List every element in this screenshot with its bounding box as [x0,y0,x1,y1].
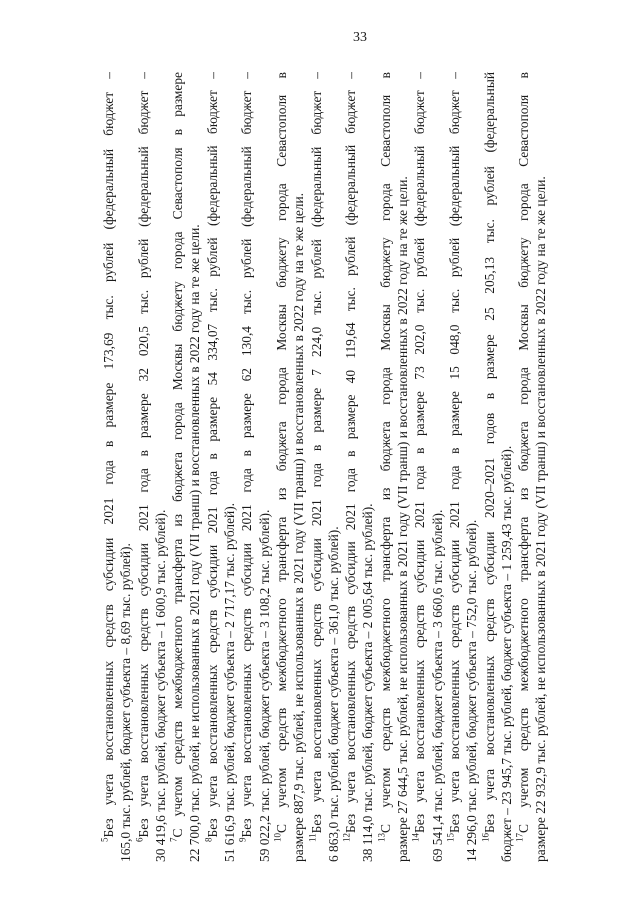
footnote-marker: 13 [376,833,387,842]
footnote-marker: 15 [445,833,456,842]
footnote-6 [135,72,170,862]
footnote-line: Без учета восстановленных средств субсидии 2021 года в размере 15 048,0 тыс. рублей (федеральный бюджет – [446,72,462,833]
footnote-line: 59 022,2 тыс. рублей, бюджет субъекта – 3 108,2 тыс. рублей). [256,509,272,862]
footnote-marker: 12 [342,833,352,842]
footnote-12 [342,72,377,862]
footnote-line: бюджет – 23 945,7 тыс. рублей, бюджет субъекта – 1 259,43 тыс. рублей). [498,445,514,862]
footnote-line: Без учета восстановленных средств субсидии 2021 года в размере 173,69 тыс. рублей (федеральный бюджет – [101,72,116,838]
footnote-10 [273,72,308,862]
footnote-marker: 10 [272,833,283,842]
footnote-line: Без учета восстановленных средств субсидии 2021 года в размере 40 119,64 тыс. рублей (федеральный бюджет – [343,72,359,833]
footnote-16 [481,72,516,862]
footnote-marker: 5 [100,837,110,842]
footnote-line: 69 541,4 тыс. рублей, бюджет субъекта – 3 660,6 тыс. рублей). [429,509,445,862]
footnote-line: 30 419,6 тыс. рублей, бюджет субъекта – 1 600,9 тыс. рублей). [152,509,168,862]
footnote-line: 38 114,0 тыс. рублей, бюджет субъекта – 2 005,64 тыс. рублей). [360,503,376,862]
footnote-line: 22 700,0 тыс. рублей, не использованных в 2021 году (VII транш) и восстановленных в 2022 году на те же цели. [187,224,203,862]
footnote-line: Без учета восстановленных средств субсидии 2021 года в размере 54 334,07 тыс. рублей (федеральный бюджет – [204,72,220,838]
footnote-line: С учетом средств межбюджетного трансферта из бюджета города Москвы бюджету города Севастополя в [377,72,393,833]
footnote-line: размере 22 932,9 тыс. рублей, не использованных в 2021 году (VII транш) и восстановленных в 2022 году на те же цели. [533,176,549,862]
footnote-line: 6 863,0 тыс. рублей, бюджет субъекта – 361,0 тыс. рублей). [325,526,341,862]
footnote-7 [169,72,204,862]
footnote-marker: 17 [515,833,525,842]
footnote-line: С учетом средств межбюджетного трансферта из бюджета города Москвы бюджету города Севастополя в размере [170,72,186,838]
footnote-line: Без учета восстановленных средств субсидии 2021 года в размере 7 224,0 тыс. рублей (федеральный бюджет – [308,72,324,834]
footnote-marker: 14 [411,833,421,842]
footnote-line: С учетом средств межбюджетного трансферта из бюджета города Москвы бюджету города Севастополя в [516,72,532,833]
footnote-line: 14 296,0 тыс. рублей, бюджет субъекта – 752,0 тыс. рублей). [464,519,480,862]
footnote-line: С учетом средств межбюджетного трансферта из бюджета города Москвы бюджету города Севастополя в [273,72,289,833]
footnote-marker: 9 [238,837,248,842]
page-number: 33 [353,30,367,45]
footnote-marker: 16 [480,833,491,842]
footnote-line: Без учета восстановленных средств субсидии 2020–2021 годов в размере 25 205,13 тыс. рублей (федеральный [481,72,497,833]
footnote-9 [238,72,273,862]
footnote-5 [100,72,135,862]
footnote-line: 165,0 тыс. рублей, бюджет субъекта – 8,69 тыс. рублей). [118,543,134,862]
footnote-line: 51 616,9 тыс. рублей, бюджет субъекта – 2 717,17 тыс. рублей). [222,502,238,862]
footnote-marker: 6 [134,837,145,842]
footnote-8 [204,72,239,862]
footnote-11 [308,72,343,862]
footnote-marker: 7 [169,837,179,842]
footnote-line: Без учета восстановленных средств субсидии 2021 года в размере 32 020,5 тыс. рублей (федеральный бюджет – [135,72,151,838]
footnote-17 [515,72,550,862]
footnote-line: Без учета восстановленных средств субсидии 2021 года в размере 73 202,0 тыс. рублей (федеральный бюджет – [412,72,428,833]
footnotes-block [100,72,550,862]
footnote-13 [377,72,412,862]
footnote-15 [446,72,481,862]
footnote-marker: 11 [307,833,318,842]
footnote-14 [411,72,446,862]
footnote-line: размере 887,9 тыс. рублей, не использованных в 2021 году (VII транш) и восстановленных в 2022 году на те же цели. [291,193,307,862]
footnote-line: размере 27 644,5 тыс. рублей, не использованных в 2021 году (VII транш) и восстановленных в 2022 году на те же цели. [395,176,411,862]
footnote-line: Без учета восстановленных средств субсидии 2021 года в размере 62 130,4 тыс. рублей (федеральный бюджет – [239,72,255,838]
footnote-marker: 8 [203,837,214,842]
